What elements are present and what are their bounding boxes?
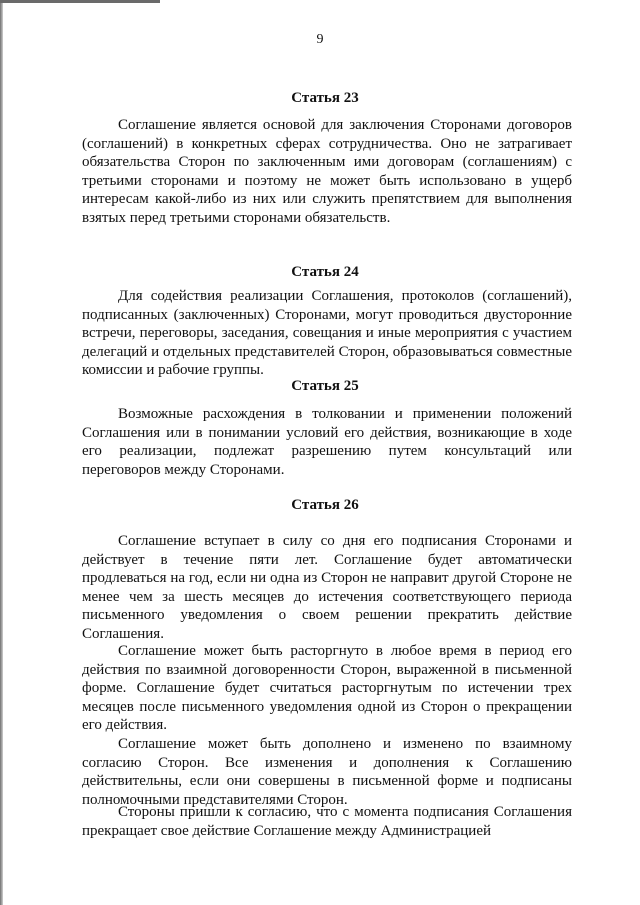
scan-top-shadow [0, 0, 160, 3]
article-23-paragraph: Соглашение является основой для заключения Сторонами договоров (соглашений) в конкретных сферах сотрудничества. Оно не затрагивает обязательства Сторон по заключенным ими договорам (соглашениям) с третьими сторонами и поэтому не может быть использовано в ущерб интересам какой-либо из них или служить препятствием для выполнения взятых перед третьими сторонами обязательств. [82, 117, 572, 226]
article-26-heading: Статья 26 [291, 497, 359, 513]
article-23-heading: Статья 23 [291, 90, 359, 106]
article-24-paragraph: Для содействия реализации Соглашения, протоколов (соглашений), подписанных (заключенных) Сторонами, могут проводиться двусторонние встречи, переговоры, заседания, совещания и иные мероприятия с участием делегаций и отдельных представителей Сторон, образовываться совместные комиссии и рабочие группы. [82, 288, 572, 378]
article-26-paragraph-3: Соглашение может быть дополнено и изменено по взаимному согласию Сторон. Все изменения и дополнения к Соглашению действительны, если они совершены в письменной форме и подписаны полномочными представителями Сторон. [82, 736, 572, 808]
scan-edge-shadow [0, 0, 3, 905]
article-24-heading: Статья 24 [291, 264, 359, 280]
article-26-paragraph-1: Соглашение вступает в силу со дня его подписания Сторонами и действует в течение пяти лет. Соглашение будет автоматически продлеваться на год, если ни одна из Сторон не направит другой Стороне не менее чем за шесть месяцев до истечения соответствующего периода письменного уведомления о своем решении прекратить действие Соглашения. [82, 533, 572, 642]
article-25-heading: Статья 25 [291, 378, 359, 394]
article-26-paragraph-4: Стороны пришли к согласию, что с момента подписания Соглашения прекращает свое действие Соглашение между Администрацией [82, 804, 572, 839]
article-26-paragraph-2: Соглашение может быть расторгнуто в любое время в период его действия по взаимной договоренности Сторон, выраженной в письменной форме. Соглашение будет считаться расторгнутым по истечении трех месяцев после письменного уведомления одной из Сторон о прекращении его действия. [82, 643, 572, 733]
page-number: 9 [316, 32, 324, 47]
article-25-paragraph: Возможные расхождения в толковании и применении положений Соглашения или в понимании условий его действия, возникающие в ходе его реализации, подлежат разрешению путем консультаций или переговоров между Сторонами. [82, 406, 572, 478]
